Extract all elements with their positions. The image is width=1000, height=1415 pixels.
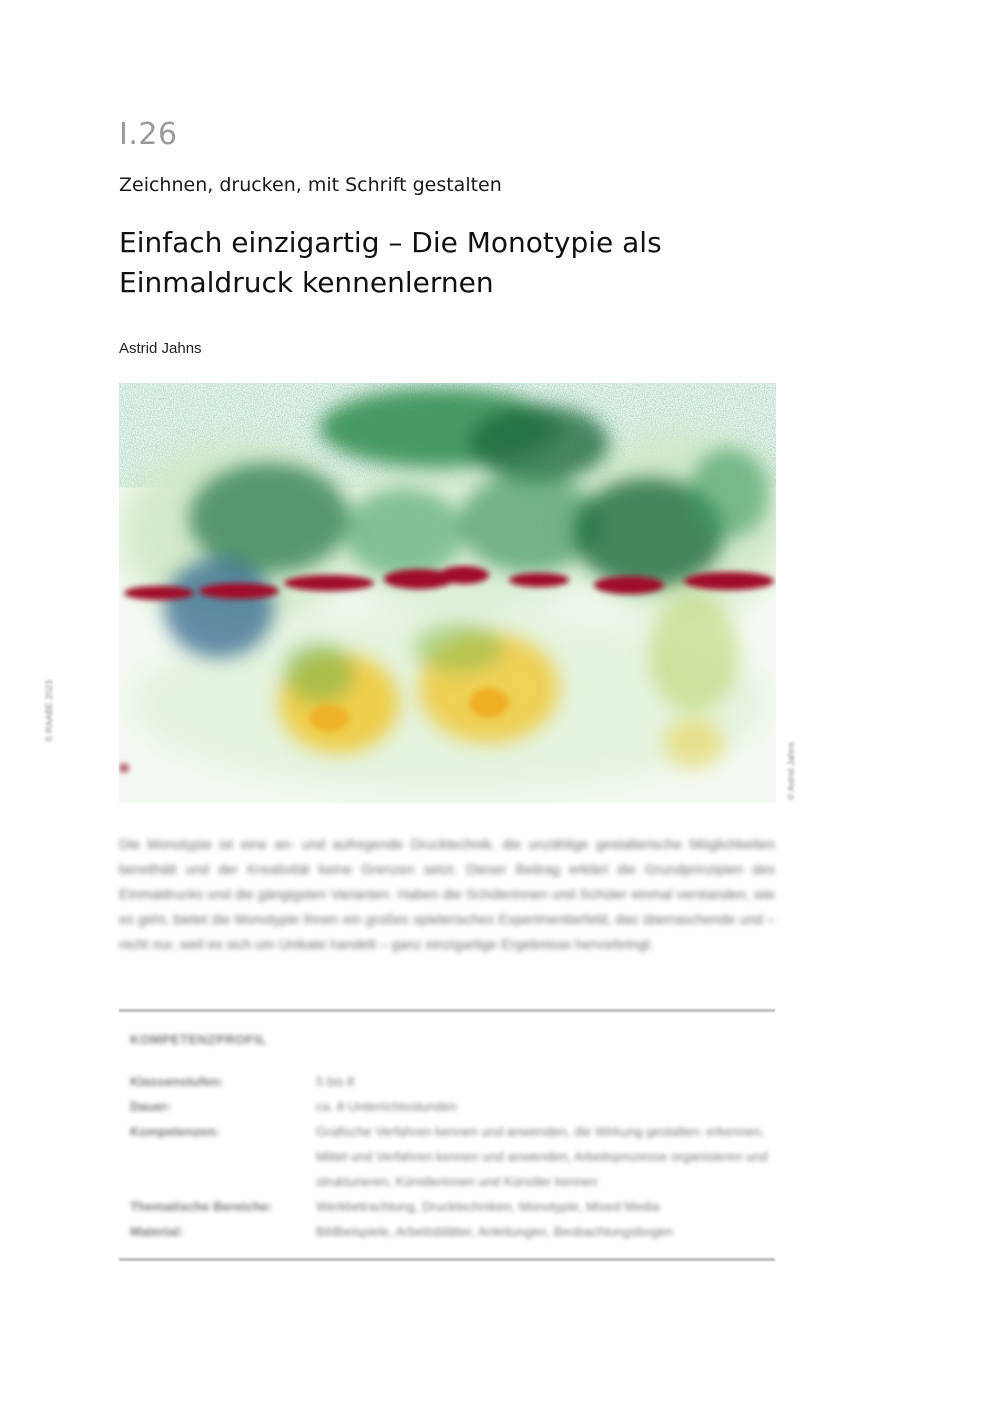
profile-value: Werkbetrachtung, Drucktechniken, Monotypie, Mixed Media [316,1199,660,1214]
profile-top-divider [119,1009,775,1012]
title-line-1: Einfach einzigartig – Die Monotypie als [119,226,662,259]
profile-row [130,1094,770,1119]
profile-label: Material: [130,1224,184,1239]
intro-paragraph: Die Monotypie ist eine an- und aufregende Drucktechnik, die unzählige gestalterische Möglichkeiten bereithält und der Kreativität keine Grenzen setzt. Dieser Beitrag erklärt die Grundprinzipien des Einmaldrucks und die gängigsten Varianten. Haben die Schülerinnen und Schüler einmal verstanden, wie es geht, bietet die Monotypie Ihnen ein großes spielerisches Experimentierfeld, das überraschende und – nicht nur, weil es sich um Unikate handelt – ganz einzigartige Ergebnisse hervorbringt. [119,836,775,952]
title-line-2: Einmaldruck kennenlernen [119,266,494,299]
monotype-print-image [119,383,776,803]
profile-row [130,1119,770,1194]
category-heading: Zeichnen, drucken, mit Schrift gestalten [119,174,502,196]
profile-label: Klassenstufen: [130,1074,224,1089]
profile-label: Thematische Bereiche: [130,1199,273,1214]
profile-row [130,1219,770,1244]
profile-value: 5 bis 8 [316,1074,355,1089]
profile-label: Kompetenzen: [130,1124,220,1139]
profile-heading: KOMPETENZPROFIL [130,1032,267,1047]
copyright-note-left: © RAABE 2023 [44,679,54,742]
image-credit-note: © Astrid Jahns [786,741,796,800]
profile-value: Grafische Verfahren kennen und anwenden, die Wirkung gestalten: erkennen, Mittel und Verfahren kennen und anwenden, Arbeitsprozesse organisieren und strukturieren, Künstlerinnen und Künstler kennen [316,1124,768,1189]
profile-bottom-divider [119,1258,775,1261]
profile-row [130,1194,770,1219]
page-title [119,223,759,303]
profile-row [130,1069,770,1094]
section-number: I.26 [119,117,178,152]
profile-label: Dauer: [130,1099,172,1114]
competence-profile [130,1032,770,1244]
profile-value: Bildbeispiele, Arbeitsblätter, Anleitungen, Beobachtungsbogen [316,1224,674,1239]
profile-value: ca. 8 Unterrichtsstunden [316,1099,457,1114]
author-name: Astrid Jahns [119,340,202,357]
